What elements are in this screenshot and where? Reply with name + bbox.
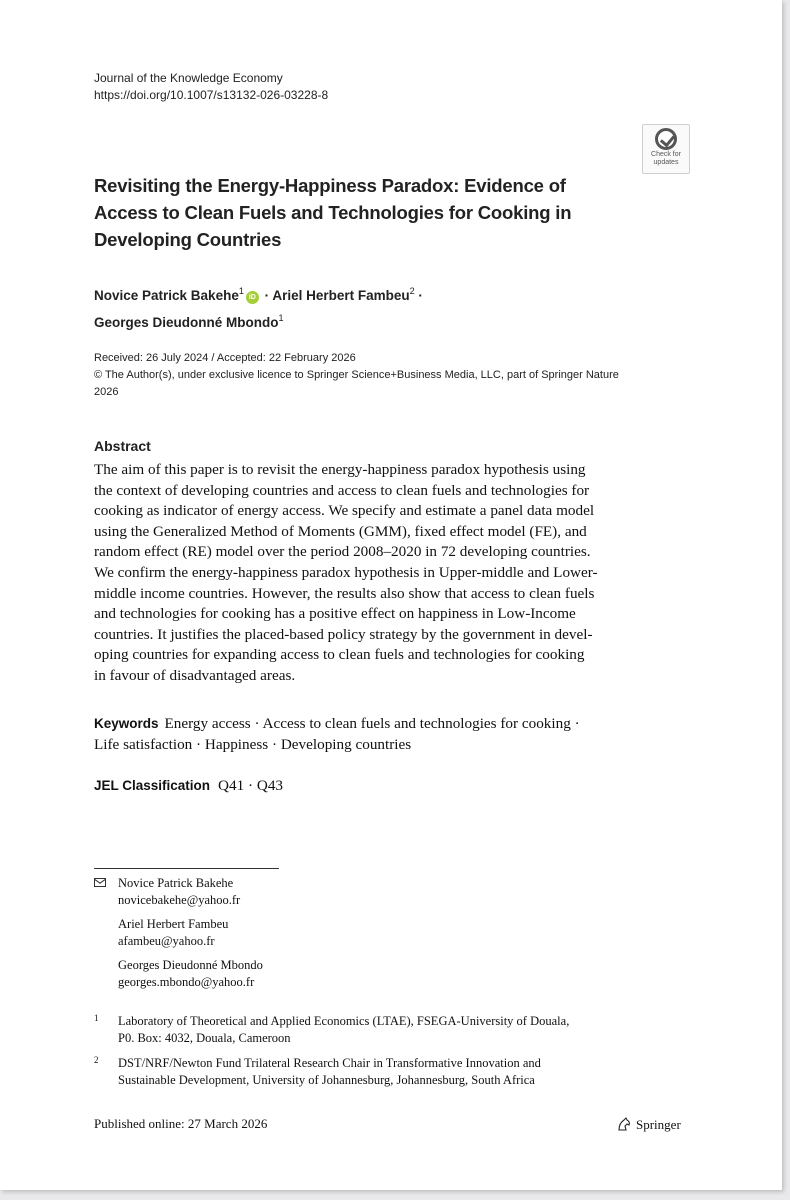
springer-horse-icon bbox=[616, 1116, 632, 1132]
abstract-line: We confirm the energy-happiness paradox hypothesis in Upper-middle and Lower- bbox=[94, 563, 598, 581]
affiliation-line: Sustainable Development, University of Johannesburg, Johannesburg, South Africa bbox=[118, 1073, 535, 1087]
affiliation-line: Laboratory of Theoretical and Applied Economics (LTAE), FSEGA-University of Douala, bbox=[118, 1014, 570, 1028]
publisher-name: Springer bbox=[636, 1117, 681, 1132]
check-badge-line2: updates bbox=[653, 159, 679, 166]
keywords-line: Energy access · Access to clean fuels and technologies for cooking · bbox=[164, 715, 580, 732]
author-name[interactable]: Ariel Herbert Fambeu bbox=[272, 288, 410, 303]
journal-name: Journal of the Knowledge Economy bbox=[94, 71, 283, 85]
copyright-line: © The Author(s), under exclusive licence to Springer Science+Business Media, LLC, part of Springer Nature bbox=[94, 369, 619, 381]
abstract-body bbox=[94, 460, 690, 687]
contact-entry bbox=[118, 916, 228, 950]
paper-title bbox=[94, 172, 614, 253]
affiliation-marker: 1 bbox=[238, 286, 244, 296]
copyright-year: 2026 bbox=[94, 386, 119, 398]
abstract-line: using the Generalized Method of Moments (GMM), fixed effect model (FE), and bbox=[94, 522, 587, 540]
affiliation-2 bbox=[94, 1055, 694, 1091]
abstract-line: in favour of disadvantaged areas. bbox=[94, 666, 296, 684]
author-separator: · bbox=[260, 288, 273, 303]
affiliation-text bbox=[118, 1013, 678, 1047]
author-name[interactable]: Novice Patrick Bakehe bbox=[94, 288, 239, 303]
contact-email[interactable]: novicebakehe@yahoo.fr bbox=[118, 893, 241, 907]
received-accepted: Received: 26 July 2024 / Accepted: 22 February 2026 bbox=[94, 352, 356, 364]
abstract-heading: Abstract bbox=[94, 438, 151, 454]
contact-name: Ariel Herbert Fambeu bbox=[118, 917, 229, 931]
abstract-line: and technologies for cooking has a positive effect on happiness in Low-Income bbox=[94, 605, 576, 623]
abstract-line: The aim of this paper is to revisit the energy-happiness paradox hypothesis using bbox=[94, 461, 586, 478]
journal-header bbox=[94, 70, 328, 104]
author-name[interactable]: Georges Dieudonné Mbondo bbox=[94, 315, 279, 330]
abstract-line: middle income countries. However, the results also show that access to clean fuels bbox=[94, 584, 595, 602]
keywords-line: Life satisfaction · Happiness · Developing countries bbox=[94, 736, 412, 753]
abstract-line: cooking as indicator of energy access. We specify and estimate a panel data model bbox=[94, 502, 595, 520]
check-for-updates-icon bbox=[655, 128, 677, 150]
check-badge-line1: Check for bbox=[651, 151, 681, 158]
orcid-icon[interactable]: iD bbox=[246, 291, 259, 304]
title-line: Revisiting the Energy-Happiness Paradox: Evidence of bbox=[94, 175, 566, 196]
affiliation-marker: 1 bbox=[278, 313, 284, 323]
affiliation-1 bbox=[94, 1013, 694, 1049]
jel-label: JEL Classification bbox=[94, 778, 211, 793]
jel-classification bbox=[94, 777, 283, 795]
affiliation-line: P0. Box: 4032, Douala, Cameroon bbox=[118, 1031, 291, 1045]
affiliation-number: 1 bbox=[94, 1013, 99, 1023]
abstract-line: countries. It justifies the placed-based policy strategy by the government in devel- bbox=[94, 625, 593, 643]
check-for-updates-badge[interactable] bbox=[642, 124, 690, 174]
contact-name: Novice Patrick Bakehe bbox=[118, 876, 234, 890]
title-line: Access to Clean Fuels and Technologies for Cooking in bbox=[94, 202, 572, 223]
jel-codes: Q41 · Q43 bbox=[218, 777, 284, 794]
published-online: Published online: 27 March 2026 bbox=[94, 1116, 268, 1131]
contact-email[interactable]: afambeu@yahoo.fr bbox=[118, 934, 215, 948]
title-line: Developing Countries bbox=[94, 229, 282, 250]
journal-doi[interactable]: https://doi.org/10.1007/s13132-026-03228-8 bbox=[94, 88, 329, 102]
publication-dates bbox=[94, 350, 694, 401]
affiliation-number: 2 bbox=[94, 1055, 99, 1065]
author-separator: · bbox=[414, 288, 423, 303]
affiliation-marker: 2 bbox=[409, 286, 415, 296]
keywords-label: Keywords bbox=[94, 716, 159, 731]
envelope-icon bbox=[94, 878, 106, 887]
author-list bbox=[94, 280, 614, 334]
contact-entry bbox=[118, 957, 263, 991]
keywords bbox=[94, 713, 694, 755]
contact-name: Georges Dieudonné Mbondo bbox=[118, 958, 263, 972]
abstract-line: oping countries for expanding access to clean fuels and technologies for cooking bbox=[94, 646, 585, 664]
publisher-logo[interactable] bbox=[616, 1116, 681, 1133]
corresponding-contacts bbox=[94, 875, 494, 995]
footnote-divider bbox=[94, 868, 279, 869]
abstract-line: random effect (RE) model over the period 2008–2020 in 72 developing countries. bbox=[94, 543, 591, 561]
affiliation-line: DST/NRF/Newton Fund Trilateral Research Chair in Transformative Innovation and bbox=[118, 1056, 541, 1070]
contact-entry bbox=[118, 875, 240, 909]
abstract-line: the context of developing countries and access to clean fuels and technologies for bbox=[94, 481, 590, 499]
affiliation-text bbox=[118, 1055, 678, 1089]
contact-email[interactable]: georges.mbondo@yahoo.fr bbox=[118, 975, 255, 989]
